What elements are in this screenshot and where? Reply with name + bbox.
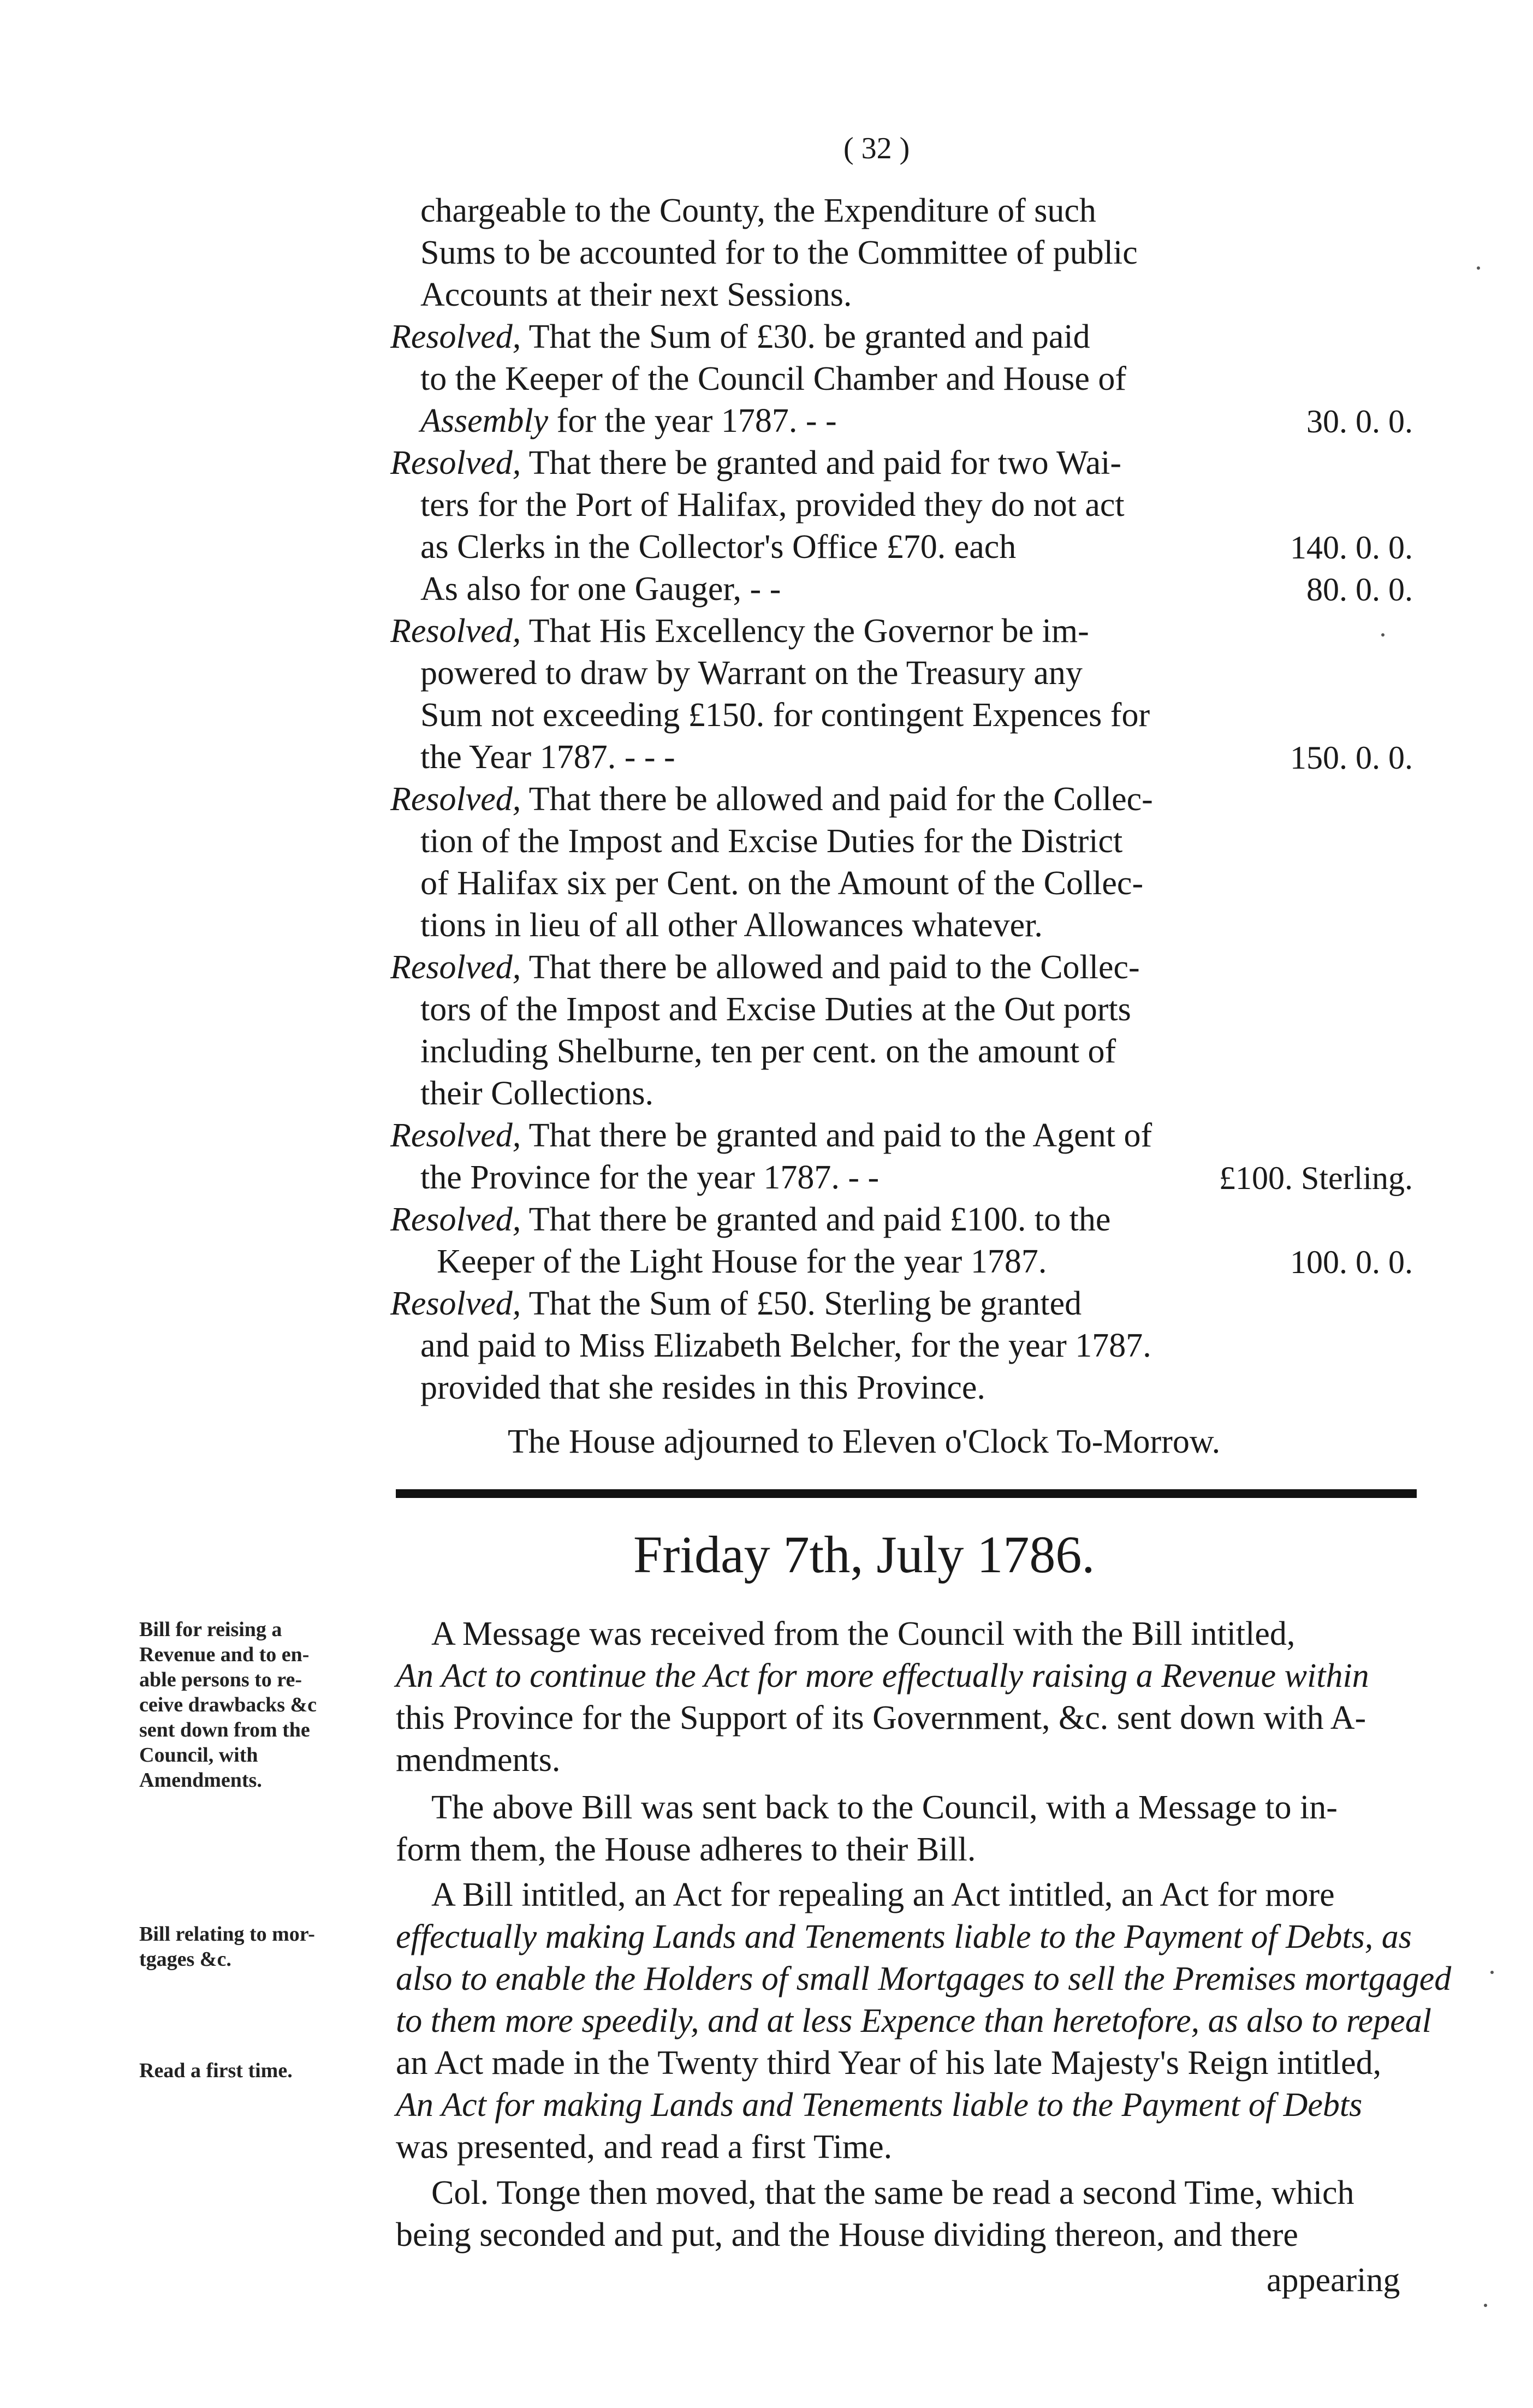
text-line: The above Bill was sent back to the Council, with a Message to in- [431, 1789, 1338, 1826]
paper-speck [1490, 1971, 1494, 1974]
adjournment-line: The House adjourned to Eleven o'Clock To-Morrow. [508, 1423, 1221, 1460]
resolution-line [390, 782, 1153, 816]
text-line: An Act to continue the Act for more effectually raising a Revenue within [396, 1657, 1369, 1694]
resolution-text: That there be granted and paid £100. to the [521, 1201, 1111, 1238]
margin-note-read-first-time [139, 2058, 293, 2083]
amount-waiters: 140. 0. 0. [1290, 530, 1413, 566]
paper-speck [1477, 266, 1480, 270]
margin-note-mortgages-bill [139, 1922, 315, 1972]
resolution-text: That His Excellency the Governor be im- [521, 613, 1089, 650]
text-line: As also for one Gauger, - - [420, 570, 781, 608]
margin-note-line: Amendments. [139, 1769, 262, 1792]
text-span: for the year 1787. - - [548, 402, 837, 439]
resolution-line [390, 1203, 1110, 1236]
text-line: A Bill intitled, an Act for repealing an Act intitled, an Act for more [431, 1876, 1335, 1913]
text-line: An Act for making Lands and Tenements liable to the Payment of Debts [396, 2086, 1363, 2124]
amount-gauger: 80. 0. 0. [1306, 572, 1413, 608]
resolved-label: Resolved, [390, 1201, 521, 1238]
page-number: ( 32 ) [843, 132, 910, 165]
text-line: provided that she resides in this Province. [420, 1369, 985, 1406]
text-line: was presented, and read a first Time. [396, 2128, 893, 2166]
margin-note-line: sent down from the [139, 1719, 310, 1741]
date-heading: Friday 7th, July 1786. [633, 1525, 1095, 1584]
text-line: of Halifax six per Cent. on the Amount of the Collec- [420, 865, 1144, 902]
text-line: form them, the House adheres to their Bill. [396, 1831, 976, 1868]
resolution-line [390, 1287, 1082, 1321]
margin-note-line: Council, with [139, 1744, 258, 1767]
text-line: tions in lieu of all other Allowances whatever. [420, 907, 1043, 944]
text-line: Keeper of the Light House for the year 1787. [437, 1243, 1047, 1280]
text-line: to them more speedily, and at less Expence than heretofore, as also to repeal [396, 2002, 1431, 2040]
margin-note-line: able persons to re- [139, 1668, 302, 1691]
amount-keeper-council-chamber: 30. 0. 0. [1306, 403, 1413, 439]
text-line: being seconded and put, and the House dividing thereon, and there [396, 2216, 1298, 2254]
text-line: ters for the Port of Halifax, provided they do not act [420, 486, 1125, 524]
section-divider [396, 1489, 1417, 1498]
paper-speck [1484, 2304, 1487, 2307]
resolution-line [390, 950, 1140, 984]
resolution-text: That there be granted and paid to the Agent of [521, 1117, 1152, 1154]
assembly-label: Assembly [420, 402, 549, 439]
text-line: effectually making Lands and Tenements liable to the Payment of Debts, as [396, 1918, 1412, 1955]
text-line: Accounts at their next Sessions. [420, 276, 852, 313]
text-line: Col. Tonge then moved, that the same be read a second Time, which [431, 2174, 1354, 2211]
text-line: the Province for the year 1787. - - [420, 1159, 880, 1196]
margin-note-line: Bill relating to mor- [139, 1923, 315, 1946]
text-line: Sum not exceeding £150. for contingent Expences for [420, 697, 1150, 734]
margin-note-line: Read a first time. [139, 2059, 293, 2082]
text-line: an Act made in the Twenty third Year of his late Majesty's Reign intitled, [396, 2044, 1382, 2082]
resolution-line [390, 320, 1090, 354]
text-line: chargeable to the County, the Expenditure of such [420, 192, 1096, 229]
resolved-label: Resolved, [390, 318, 521, 355]
margin-note-line: tgages &c. [139, 1948, 231, 1971]
resolved-label: Resolved, [390, 781, 521, 818]
text-line: including Shelburne, ten per cent. on the amount of [420, 1033, 1116, 1070]
text-line: as Clerks in the Collector's Office £70. each [420, 528, 1017, 566]
margin-note-revenue-bill [139, 1617, 317, 1793]
margin-note-line: ceive drawbacks &c [139, 1693, 317, 1716]
resolved-label: Resolved, [390, 1117, 521, 1154]
margin-note-line: Revenue and to en- [139, 1643, 310, 1666]
text-line: to the Keeper of the Council Chamber and House of [420, 360, 1127, 397]
resolved-label: Resolved, [390, 949, 521, 986]
resolved-label: Resolved, [390, 444, 521, 481]
text-line: A Message was received from the Council with the Bill intitled, [431, 1615, 1296, 1652]
resolution-text: That there be allowed and paid to the Collec- [521, 949, 1140, 986]
margin-note-line: Bill for reising a [139, 1618, 282, 1641]
text-line: Sums to be accounted for to the Committee of public [420, 234, 1138, 271]
amount-agent: £100. Sterling. [1219, 1160, 1413, 1196]
text-line: mendments. [396, 1741, 561, 1779]
resolution-line [390, 1119, 1152, 1152]
text-line: this Province for the Support of its Government, &c. sent down with A- [396, 1699, 1366, 1737]
amount-contingent-expences: 150. 0. 0. [1290, 740, 1413, 776]
text-line [420, 404, 837, 438]
resolution-line [390, 446, 1121, 480]
resolved-label: Resolved, [390, 1285, 521, 1322]
resolution-line [390, 614, 1089, 648]
resolution-text: That the Sum of £30. be granted and paid [521, 318, 1090, 355]
text-line: tors of the Impost and Excise Duties at the Out ports [420, 991, 1131, 1028]
text-line: their Collections. [420, 1075, 654, 1112]
paper-speck [1381, 633, 1385, 637]
resolution-text: That there be allowed and paid for the Collec- [521, 781, 1153, 818]
resolved-label: Resolved, [390, 613, 521, 650]
catchword: appearing [1267, 2262, 1400, 2299]
resolution-text: That the Sum of £50. Sterling be granted [521, 1285, 1082, 1322]
text-line: also to enable the Holders of small Mortgages to sell the Premises mortgaged [396, 1960, 1452, 1997]
text-line: and paid to Miss Elizabeth Belcher, for the year 1787. [420, 1327, 1151, 1364]
text-line: the Year 1787. - - - [420, 739, 675, 776]
amount-light-house: 100. 0. 0. [1290, 1244, 1413, 1280]
text-line: tion of the Impost and Excise Duties for the District [420, 823, 1123, 860]
text-line: powered to draw by Warrant on the Treasury any [420, 655, 1083, 692]
resolution-text: That there be granted and paid for two Wai- [521, 444, 1121, 481]
